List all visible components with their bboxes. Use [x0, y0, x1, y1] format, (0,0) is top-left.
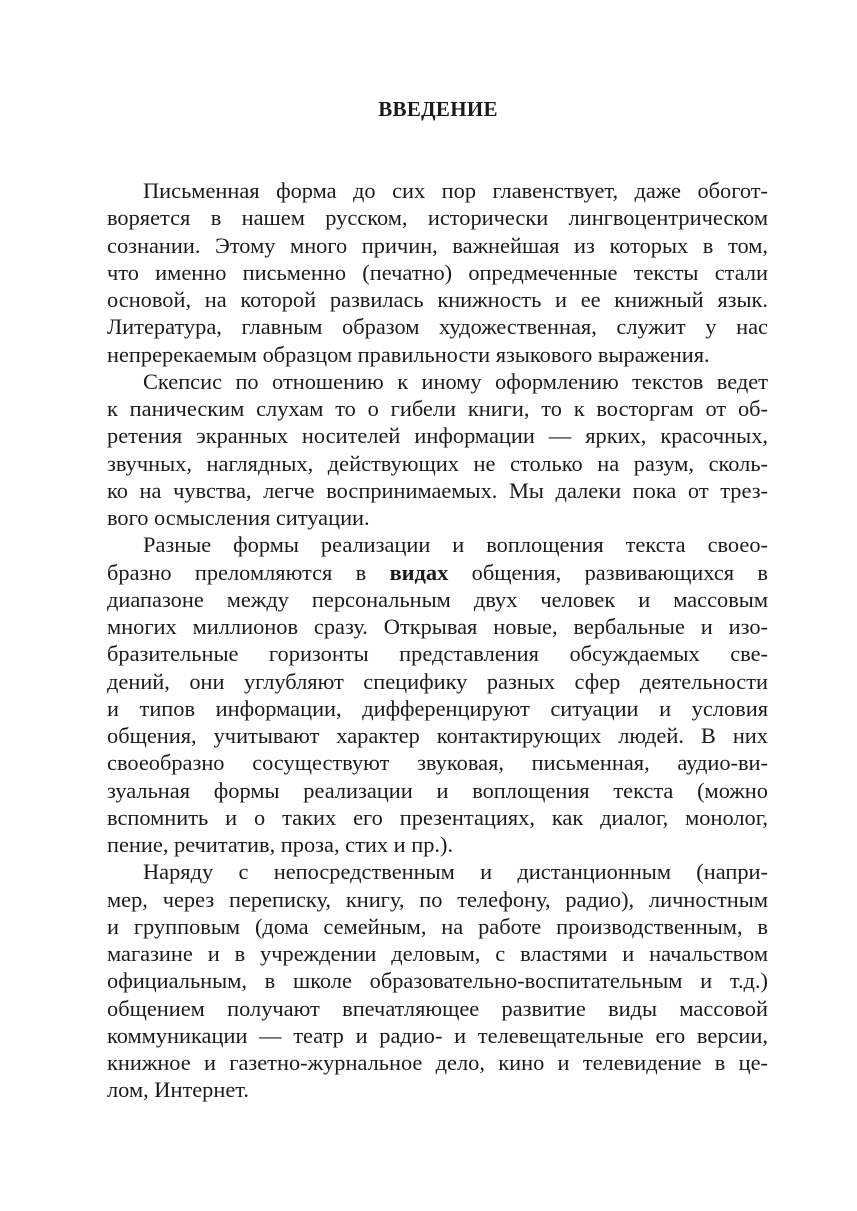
text-segment: общения, развивающихся в — [471, 559, 768, 585]
text-line: лом, Интернет. — [107, 1077, 249, 1103]
text-line: воряется в нашем русском, исторически лингвоцентрическом — [107, 205, 768, 231]
text-line: книжное и газетно-журнальное дело, кино и телевидение в це- — [107, 1050, 768, 1075]
text-line: ретения экранных носителей информации — ярких, красочных, — [107, 423, 768, 449]
text-segment: бразно преломляются в — [107, 559, 367, 585]
text-line: что именно письменно (печатно) опредмеченные тексты стали — [107, 259, 768, 285]
text-line: бразительные горизонты представления обсуждаемых све- — [107, 641, 768, 667]
text-line: ко на чувства, легче воспринимаемых. Мы далеки пока от трез- — [107, 477, 768, 503]
text-line: к паническим слухам то о гибели книги, то к восторгам от об- — [107, 396, 768, 421]
text-line: вого осмысления ситуации. — [107, 505, 370, 530]
text-line: многих миллионов сразу. Открывая новые, вербальные и изо- — [107, 614, 768, 639]
text-line: звучных, наглядных, действующих не столько на разум, сколь- — [107, 450, 768, 476]
text-line: диапазоне между персональным двух человек и массовым — [107, 586, 768, 612]
text-line: своеобразно сосуществуют звуковая, письменная, аудио-ви- — [107, 750, 768, 776]
text-line: основой, на которой развилась книжность и ее книжный язык. — [107, 287, 768, 312]
paragraph-3 — [107, 531, 768, 858]
text-line: Разные формы реализации и воплощения текста своео- — [143, 532, 768, 558]
text-line: общения, учитывают характер контактирующих людей. В них — [107, 723, 768, 748]
text-line: дений, они углубляют специфику разных сфер деятельности — [107, 668, 768, 694]
text-line: непререкаемым образцом правильности языкового выражения. — [107, 341, 710, 367]
text-line: зуальная формы реализации и воплощения текста (можно — [107, 777, 768, 803]
text-line: магазине и в учреждении деловым, с властями и начальством — [107, 941, 768, 966]
text-line: Наряду с непосредственным и дистанционным (напри- — [143, 859, 768, 885]
body-text — [107, 177, 768, 1104]
text-line: официальным, в школе образовательно-воспитательным и т.д.) — [107, 968, 768, 994]
text-line: мер, через переписку, книгу, по телефону, радио), личностным — [107, 886, 768, 912]
text-line: вспомнить и о таких его презентациях, как диалог, монолог, — [107, 804, 768, 830]
bold-term: видах — [389, 559, 449, 585]
paragraph-2 — [107, 368, 768, 532]
text-line: сознании. Этому много причин, важнейшая из которых в том, — [107, 232, 768, 258]
text-line: коммуникации — театр и радио- и телевещательные его версии, — [107, 1022, 768, 1048]
text-line: Литература, главным образом художественная, служит у нас — [107, 314, 768, 340]
text-line — [107, 559, 768, 586]
text-line: общением получают впечатляющее развитие виды массовой — [107, 995, 768, 1021]
text-line: пение, речитатив, проза, стих и пр.). — [107, 832, 454, 857]
paragraph-4 — [107, 858, 768, 1103]
paragraph-1 — [107, 177, 768, 368]
text-line: Скепсис по отношению к иному оформлению текстов ведет — [143, 368, 768, 394]
text-line: и групповым (дома семейным, на работе производственным, в — [107, 913, 768, 939]
text-line: Письменная форма до сих пор главенствует, даже обогот- — [143, 178, 768, 203]
text-line: и типов информации, дифференцируют ситуации и условия — [107, 695, 768, 721]
page-title: ВВЕДЕНИЕ — [378, 97, 498, 121]
